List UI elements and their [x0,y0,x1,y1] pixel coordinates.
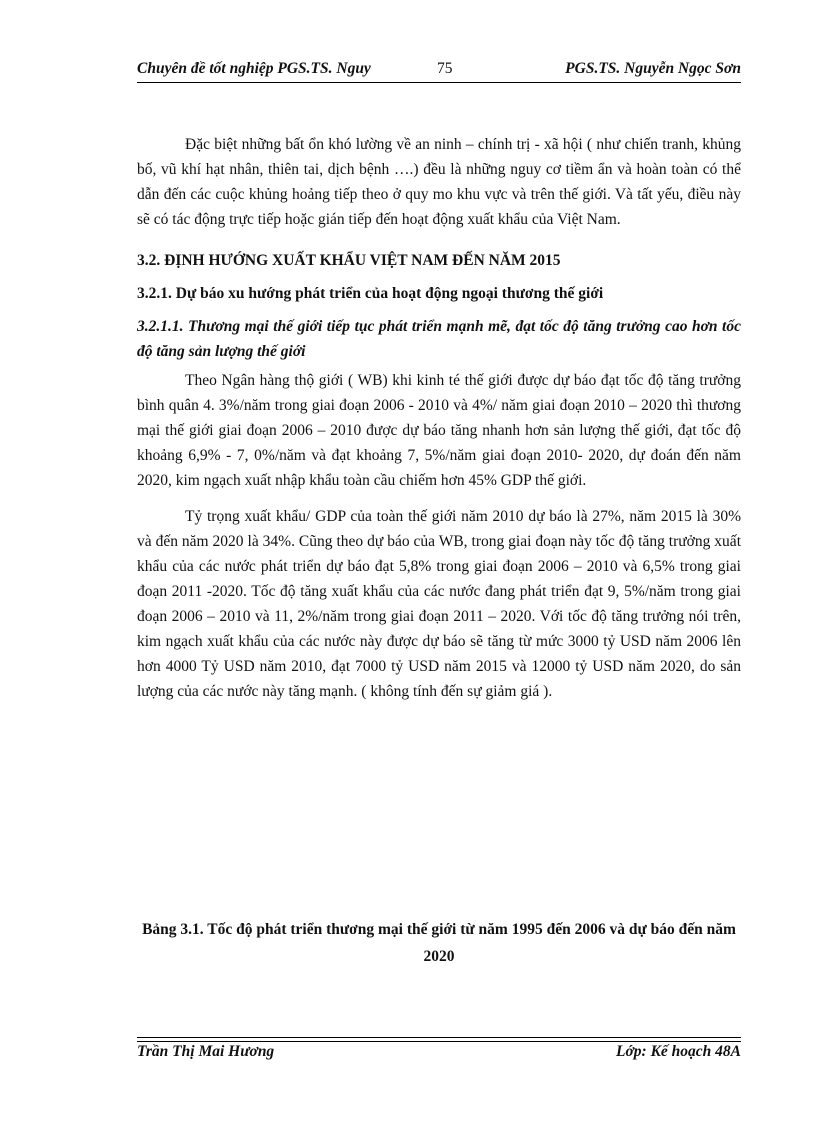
section-heading-3-2: 3.2. ĐỊNH HƯỚNG XUẤT KHẨU VIỆT NAM ĐẾN NĂM 2015 [137,252,561,269]
document-body [137,132,741,715]
footer-divider-bottom [137,1041,741,1042]
page-header [137,60,741,82]
header-divider [137,82,741,83]
subsection-heading-3-2-1: 3.2.1. Dự báo xu hướng phát triển của hoạt động ngoại thương thế giới [137,285,604,302]
footer-class: Lớp: Kế hoạch 48A [616,1043,741,1060]
paragraph-wb-forecast: Theo Ngân hàng thộ giới ( WB) khi kinh té thế giới được dự báo đạt tốc độ tăng trưởng bình quân 4. 3%/năm trong giai đoạn 2006 - 2010 và 4%/ năm giai đoạn 2010 – 2020 thì thương mại thế giới giai đoạn 2006 – 2010 được dự báo tăng nhanh hơn sản lượng thế giới, đạt tốc độ khoảng 6,9% - 7, 0%/năm và đạt khoảng 7, 5%/năm giai đoạn 2010- 2020, dự đoán đến năm 2020, kim ngạch xuất nhập khẩu toàn cầu chiếm hơn 45% GDP thế giới. [137,372,741,489]
page-footer [137,1043,741,1065]
footer-divider-top [137,1037,741,1038]
header-left-text: Chuyên đề tốt nghiệp PGS.TS. Nguy [137,60,371,77]
paragraph-risks: Đặc biệt những bất ổn khó lường về an ninh – chính trị - xã hội ( như chiến tranh, khủng bố, vũ khí hạt nhân, thiên tai, dịch bệnh ….) đều là những nguy cơ tiềm ẩn và hoàn toàn có thể dẫn đến các cuộc khủng hoảng tiếp theo ở quy mo khu vực và trên thế giới. Và tất yếu, điều này sẽ có tác động trực tiếp hoặc gián tiếp đến hoạt động xuất khẩu của Việt Nam. [137,136,741,228]
subsubsection-heading-3-2-1-1: 3.2.1.1. Thương mại thế giới tiếp tục phát triển mạnh mẽ, đạt tốc độ tăng trưởng cao hơn tốc độ tăng sản lượng thế giới [137,318,741,360]
page-number: 75 [437,60,453,77]
header-right-text: PGS.TS. Nguyễn Ngọc Sơn [565,60,741,77]
table-caption: Bảng 3.1. Tốc độ phát triển thương mại thế giới từ năm 1995 đến 2006 và dự báo đến năm 2020 [142,921,736,965]
footer-author: Trần Thị Mai Hương [137,1043,275,1060]
paragraph-export-share: Tỷ trọng xuất khẩu/ GDP của toàn thế giới năm 2010 dự báo là 27%, năm 2015 là 30% và đến năm 2020 là 34%. Cũng theo dự báo của WB, trong giai đoạn này tốc độ tăng trưởng xuất khẩu của các nước phát triển dự báo đạt 5,8% trong giai đoạn 2006 – 2010 và 6,5% trong giai đoạn 2011 -2020. Tốc độ tăng xuất khẩu của các nước đang phát triển đạt 9, 5%/năm trong giai đoạn 2006 – 2010 và 11, 2%/năm trong giai đoạn 2011 – 2020. Với tốc độ tăng trưởng nói trên, kim ngạch xuất khẩu của các nước này được dự báo sẽ tăng từ mức 3000 tỷ USD năm 2006 lên hơn 4000 Tỷ USD năm 2010, đạt 7000 tỷ USD năm 2015 và 12000 tỷ USD năm 2020, do sản lượng của các nước này tăng mạnh. ( không tính đến sự giảm giá ). [137,508,741,700]
